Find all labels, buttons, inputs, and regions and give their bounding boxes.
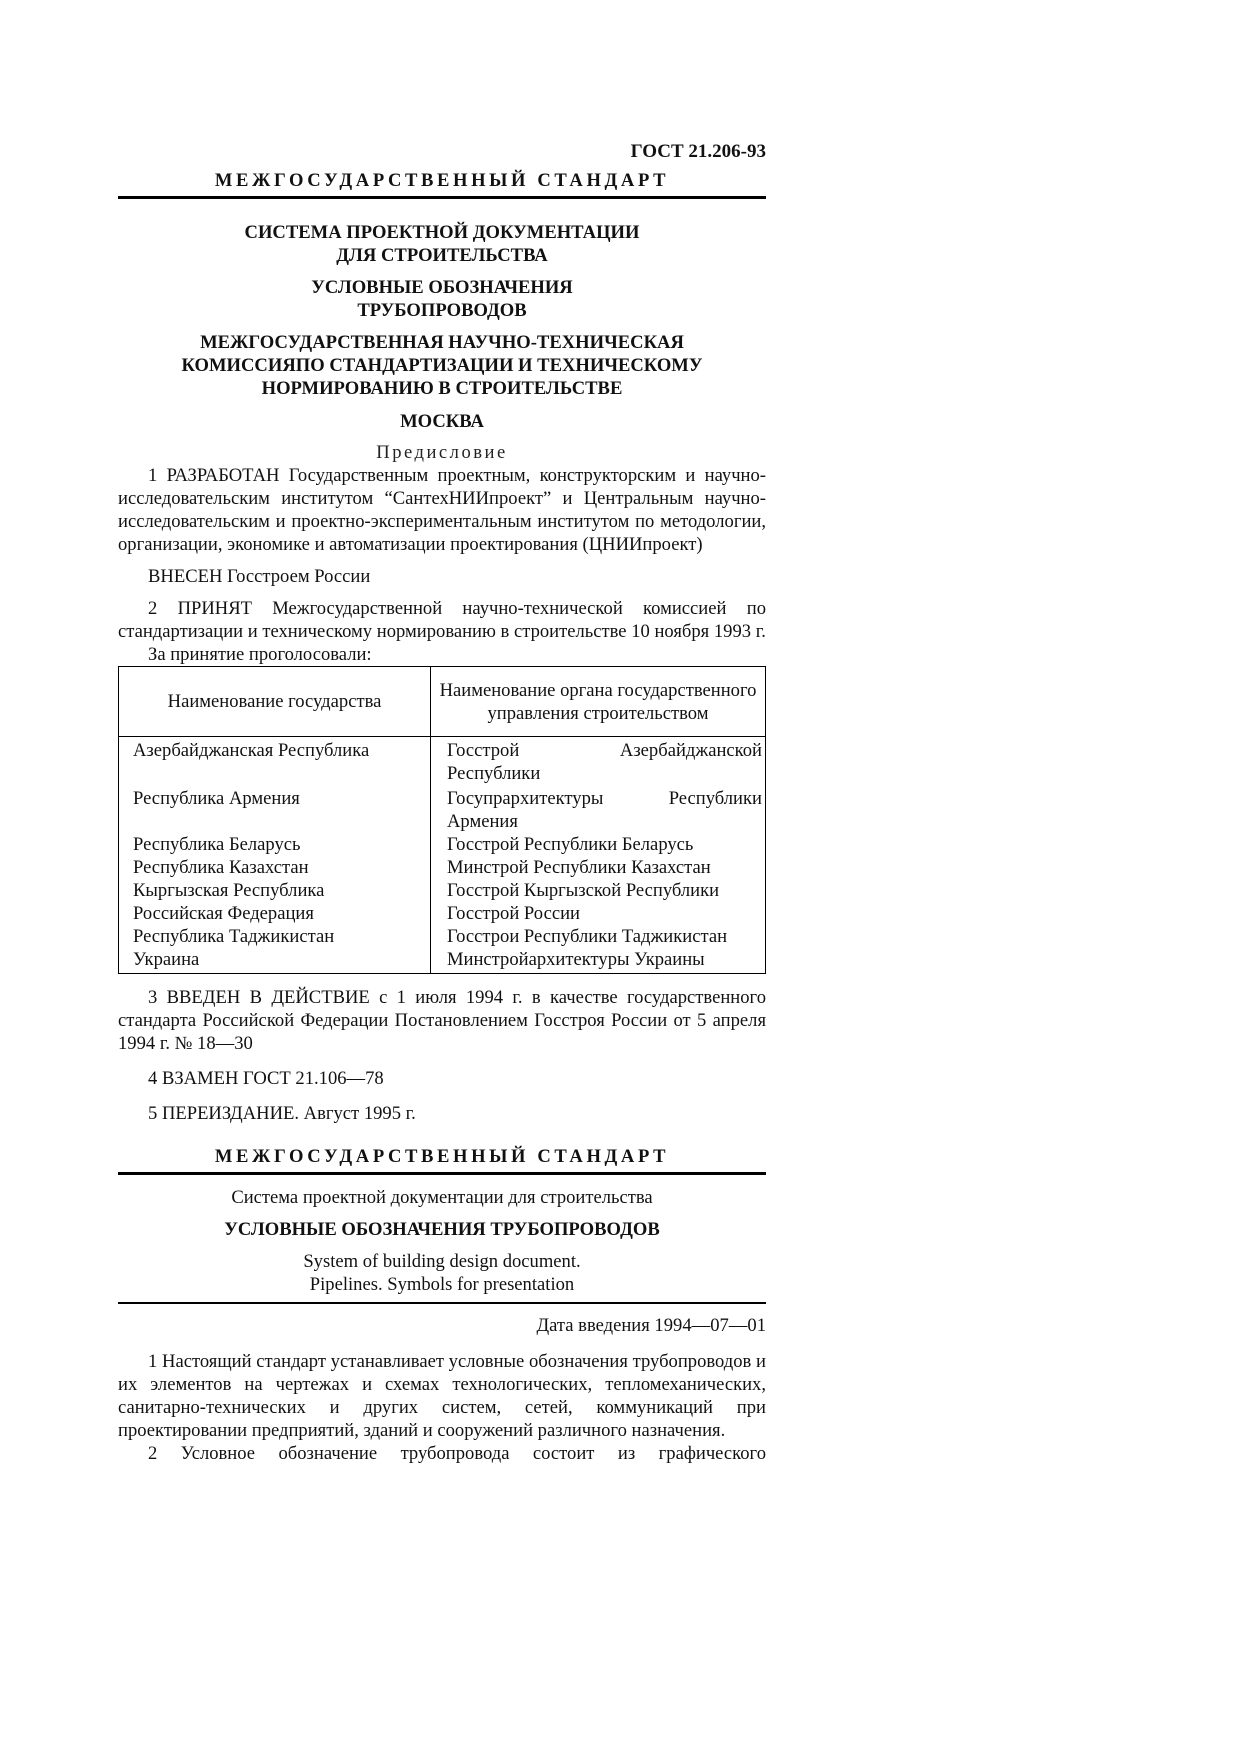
standard-kind-heading-2: МЕЖГОСУДАРСТВЕННЫЙ СТАНДАРТ [214, 1146, 670, 1167]
state-name: Республика Беларусь [119, 833, 431, 856]
table-row [119, 948, 766, 974]
reissue-paragraph: 5 ПЕРЕИЗДАНИЕ. Август 1995 г. [148, 1103, 416, 1124]
document-title [118, 276, 766, 322]
state-name: Азербайджанская Республика [119, 737, 431, 786]
title-rule [118, 1302, 766, 1304]
col-body-header: Наименование органа государственного управления строительством [431, 667, 766, 737]
replaces-paragraph: 4 ВЗАМЕН ГОСТ 21.106—78 [148, 1068, 384, 1089]
state-name: Украина [119, 948, 431, 974]
state-name: Республика Казахстан [119, 856, 431, 879]
table-row [119, 856, 766, 879]
effective-date: Дата введения 1994—07—01 [536, 1315, 766, 1336]
system-title [118, 221, 766, 267]
state-name: Кыргызская Республика [119, 879, 431, 902]
preface-introduced: ВНЕСЕН Госстроем России [148, 566, 371, 587]
table-row [119, 737, 766, 786]
authority-name: Госупрархитектуры Республики Армения [447, 788, 762, 832]
commission-line-1: МЕЖГОСУДАРСТВЕННАЯ НАУЧНО-ТЕХНИЧЕСКАЯ [200, 332, 684, 353]
document-title-line-1: УСЛОВНЫЕ ОБОЗНАЧЕНИЯ [311, 277, 573, 298]
preface-voted: За принятие проголосовали: [148, 644, 372, 665]
table-row [119, 902, 766, 925]
document-title-line-2: ТРУБОПРОВОДОВ [357, 300, 527, 321]
commission-line-3: НОРМИРОВАНИЮ В СТРОИТЕЛЬСТВЕ [261, 378, 623, 399]
votes-table [118, 666, 766, 974]
table-row [119, 879, 766, 902]
document-page [118, 140, 766, 1465]
votes-table-header [119, 667, 766, 737]
authority-name: Госстрои Республики Таджикистан [447, 926, 728, 947]
body-paragraph-2: 2 Условное обозначение трубопровода состоит из графического [148, 1443, 766, 1464]
preface-title: Предисловие [376, 442, 508, 463]
english-title [118, 1250, 766, 1296]
standard-title: УСЛОВНЫЕ ОБОЗНАЧЕНИЯ ТРУБОПРОВОДОВ [224, 1219, 660, 1240]
authority-name: Госстрой Кыргызской Республики [447, 880, 720, 901]
table-row [119, 833, 766, 856]
standard-code: ГОСТ 21.206-93 [630, 141, 766, 162]
table-row [119, 785, 766, 833]
city: МОСКВА [400, 411, 484, 432]
heading-rule-2 [118, 1172, 766, 1175]
authority-name: Госстрой Республики Беларусь [447, 834, 694, 855]
table-row [119, 925, 766, 948]
system-title-line-2: ДЛЯ СТРОИТЕЛЬСТВА [336, 245, 548, 266]
english-title-line-1: System of building design document. [303, 1251, 581, 1272]
col-state-header: Наименование государства [119, 667, 431, 737]
preface-adopted: 2 ПРИНЯТ Межгосударственной научно-технической комиссией по стандартизации и техническому нормированию в строительстве 10 ноября 1993 г. [118, 598, 766, 642]
authority-name: Минстрой Республики Казахстан [447, 857, 711, 878]
system-title-line-1: СИСТЕМА ПРОЕКТНОЙ ДОКУМЕНТАЦИИ [244, 222, 640, 243]
preface-developed: 1 РАЗРАБОТАН Государственным проектным, конструкторским и научно-исследовательским институтом “СантехНИИпроект” и Центральным научно-исследовательским и проектно-экспериментальным институтом по методологии, организации, экономике и автоматизации проектирования (ЦНИИпроект) [118, 465, 766, 555]
commission-line-2: КОМИССИЯПО СТАНДАРТИЗАЦИИ И ТЕХНИЧЕСКОМУ [181, 355, 703, 376]
english-title-line-2: Pipelines. Symbols for presentation [309, 1274, 575, 1295]
authority-name: Минстройархитектуры Украины [447, 949, 705, 970]
state-name: Российская Федерация [119, 902, 431, 925]
system-name: Система проектной документации для строительства [231, 1187, 653, 1208]
enactment-paragraph: 3 ВВЕДЕН В ДЕЙСТВИЕ с 1 июля 1994 г. в качестве государственного стандарта Российской Федерации Постановлением Госстроя России от 5 апреля 1994 г. № 18—30 [118, 987, 766, 1054]
body-paragraph-1: 1 Настоящий стандарт устанавливает условные обозначения трубопроводов и их элементов на чертежах и схемах технологических, тепломеханических, санитарно-технических и других систем, сетей, коммуникаций при проектировании предприятий, зданий и сооружений различного назначения. [118, 1351, 766, 1441]
state-name: Республика Армения [119, 785, 431, 833]
authority-name: Госстрой Азербайджанской Республики [447, 740, 762, 784]
standard-kind-heading: МЕЖГОСУДАРСТВЕННЫЙ СТАНДАРТ [214, 170, 670, 191]
state-name: Республика Таджикистан [119, 925, 431, 948]
authority-name: Госстрой России [447, 903, 580, 924]
heading-rule [118, 196, 766, 199]
commission-name [118, 331, 766, 400]
